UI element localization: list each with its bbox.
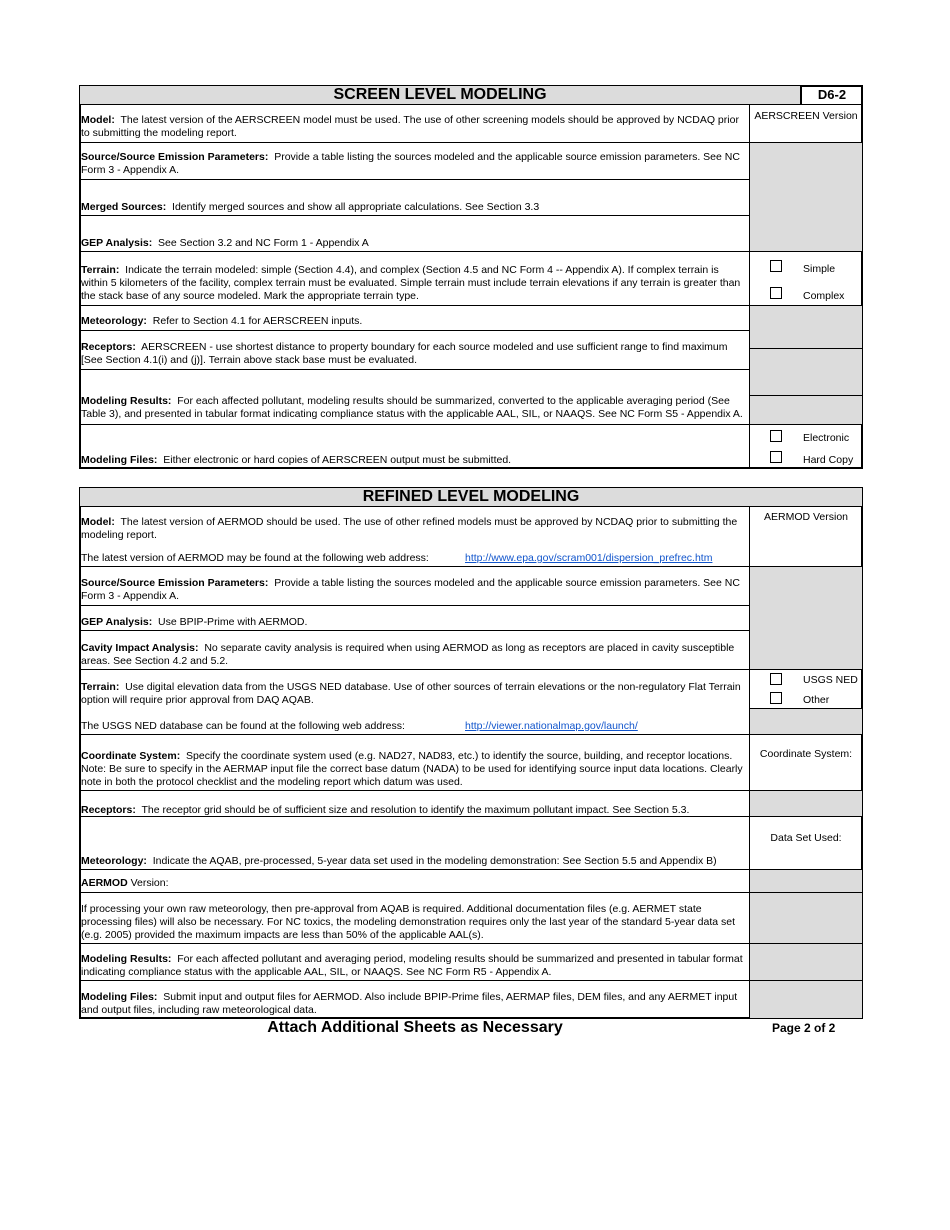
usgs-url-text: The USGS NED database can be found at the following web address: — [81, 720, 405, 732]
simple-terrain-label: Simple — [803, 263, 836, 275]
screen-title: SCREEN LEVEL MODELING — [333, 86, 547, 103]
electronic-label: Electronic — [803, 432, 850, 444]
refined-met-text: Meteorology: Indicate the AQAB, pre-processed, 5-year data set used in the modeling demonstration: See Section 5.5 and Appendix B) — [81, 855, 717, 867]
screen-gep-text: GEP Analysis: See Section 3.2 and NC Form 1 - Appendix A — [81, 237, 369, 249]
refined-source-text: Source/Source Emission Parameters: Provide a table listing the sources modeled and the applicable source emission parameters. See NC Form 3 - Appendix A. — [81, 577, 740, 602]
simple-terrain-checkbox[interactable] — [770, 260, 782, 272]
hard-copy-checkbox[interactable] — [770, 451, 782, 463]
raw-met-text: If processing your own raw meteorology, then pre-approval from AQAB is required. Additional documentation files (e.g. AERMET state processing files) will also be necessary. For NC toxics, the modeling demonstration requires only the last year of the standard 5-year data set (e.g. 2005) provided the maximum impacts are less than 50% of the applicable AAL(s). — [81, 903, 736, 941]
refined-receptors-text: Receptors: The receptor grid should be of sufficient size and resolution to identify the maximum pollutant impact. See Section 5.3. — [81, 804, 690, 816]
complex-terrain-label: Complex — [803, 290, 845, 302]
screen-terrain-text: Terrain: Indicate the terrain modeled: simple (Section 4.4), and complex (Section 4.5 and NC Form 4 -- Appendix A). If complex terrain is within 5 kilometers of the facility, complex terrain must be evaluated. Simple terrain must include terrain elevations if any terrain is greater than the stack base of any source modeled. Mark the appropriate terrain type. — [81, 264, 741, 302]
data-set-used-label: Data Set Used: — [770, 832, 842, 844]
refined-gep-text: GEP Analysis: Use BPIP-Prime with AERMOD. — [81, 616, 308, 628]
refined-model-text: Model: The latest version of AERMOD should be used. The use of other refined models must be approved by NCDAQ prior to submitting the modeling report. — [81, 516, 738, 541]
refined-terrain-text: Terrain: Use digital elevation data from the USGS NED database. Use of other sources of terrain elevations or the non-regulatory Flat Terrain option will require prior approval from DAQ AQAB. — [81, 681, 741, 706]
coordinate-system-label: Coordinate System: — [759, 748, 853, 760]
other-terrain-label: Other — [803, 694, 830, 706]
usgs-ned-label: USGS NED — [803, 674, 858, 686]
usgs-url-link[interactable]: http://viewer.nationalmap.gov/launch/ — [465, 720, 638, 732]
screen-met-text: Meteorology: Refer to Section 4.1 for AERSCREEN inputs. — [81, 315, 363, 327]
screen-receptors-text: Receptors: AERSCREEN - use shortest distance to property boundary for each source modeled and use sufficient range to find maximum [See Section 4.1(i) and (j)]. Terrain above stack base must be evaluated. — [81, 341, 728, 366]
refined-results-text: Modeling Results: For each affected pollutant and averaging period, modeling results should be summarized and presented in tabular format indicating compliance status with the applicable AAL, SIL, or NAAQS. See NC Form R5 - Appendix A. — [81, 953, 743, 978]
screen-files-text: Modeling Files: Either electronic or hard copies of AERSCREEN output must be submitted. — [81, 454, 512, 466]
aerscreen-version-label: AERSCREEN Version — [754, 110, 858, 122]
other-terrain-checkbox[interactable] — [770, 692, 782, 704]
attach-sheets-note: Attach Additional Sheets as Necessary — [267, 1019, 563, 1036]
aermod-url-link[interactable]: http://www.epa.gov/scram001/dispersion_prefrec.htm — [465, 552, 713, 564]
screen-merged-text: Merged Sources: Identify merged sources and show all appropriate calculations. See Section 3.3 — [81, 201, 540, 213]
complex-terrain-checkbox[interactable] — [770, 287, 782, 299]
screen-model-text: Model: The latest version of the AERSCREEN model must be used. The use of other screening models should be approved by NCDAQ prior to submitting the modeling report. — [81, 114, 739, 139]
screen-source-text: Source/Source Emission Parameters: Provide a table listing the sources modeled and the applicable source emission parameters. See NC Form 3 - Appendix A. — [81, 151, 740, 176]
refined-files-text: Modeling Files: Submit input and output files for AERMOD. Also include BPIP-Prime files, AERMAP files, DEM files, and any AERMET input and output files, including raw meteorological data. — [81, 991, 738, 1016]
electronic-checkbox[interactable] — [770, 430, 782, 442]
refined-cavity-text: Cavity Impact Analysis: No separate cavity analysis is required when using AERMOD as long as receptors are placed in cavity susceptible areas. See Section 4.2 and 5.2. — [81, 642, 735, 667]
form-id: D6-2 — [817, 87, 847, 102]
hard-copy-label: Hard Copy — [803, 454, 854, 466]
aermod-version-row: AERMOD Version: — [81, 877, 169, 889]
screen-results-text: Modeling Results: For each affected pollutant, modeling results should be summarized, converted to the applicable averaging period (See Table 3), and presented in tabular format indicating compliance status with the applicable AAL, SIL, or NAAQS. See NC Form S5 - Appendix A. — [81, 395, 743, 420]
usgs-ned-checkbox[interactable] — [770, 673, 782, 685]
refined-coord-text: Coordinate System: Specify the coordinate system used (e.g. NAD27, NAD83, etc.) to identify the source, building, and receptor locations. Note: Be sure to specify in the AERMAP input file the correct base datum (NADA) to be used for identifying source input data locations. Clearly note in both the protocol checklist and the modeling report which datum was used. — [81, 750, 743, 788]
page-number: Page 2 of 2 — [772, 1021, 836, 1035]
aermod-url-text: The latest version of AERMOD may be found at the following web address: — [81, 552, 429, 564]
refined-title: REFINED LEVEL MODELING — [362, 488, 580, 505]
aermod-version-label: AERMOD Version — [763, 511, 849, 523]
